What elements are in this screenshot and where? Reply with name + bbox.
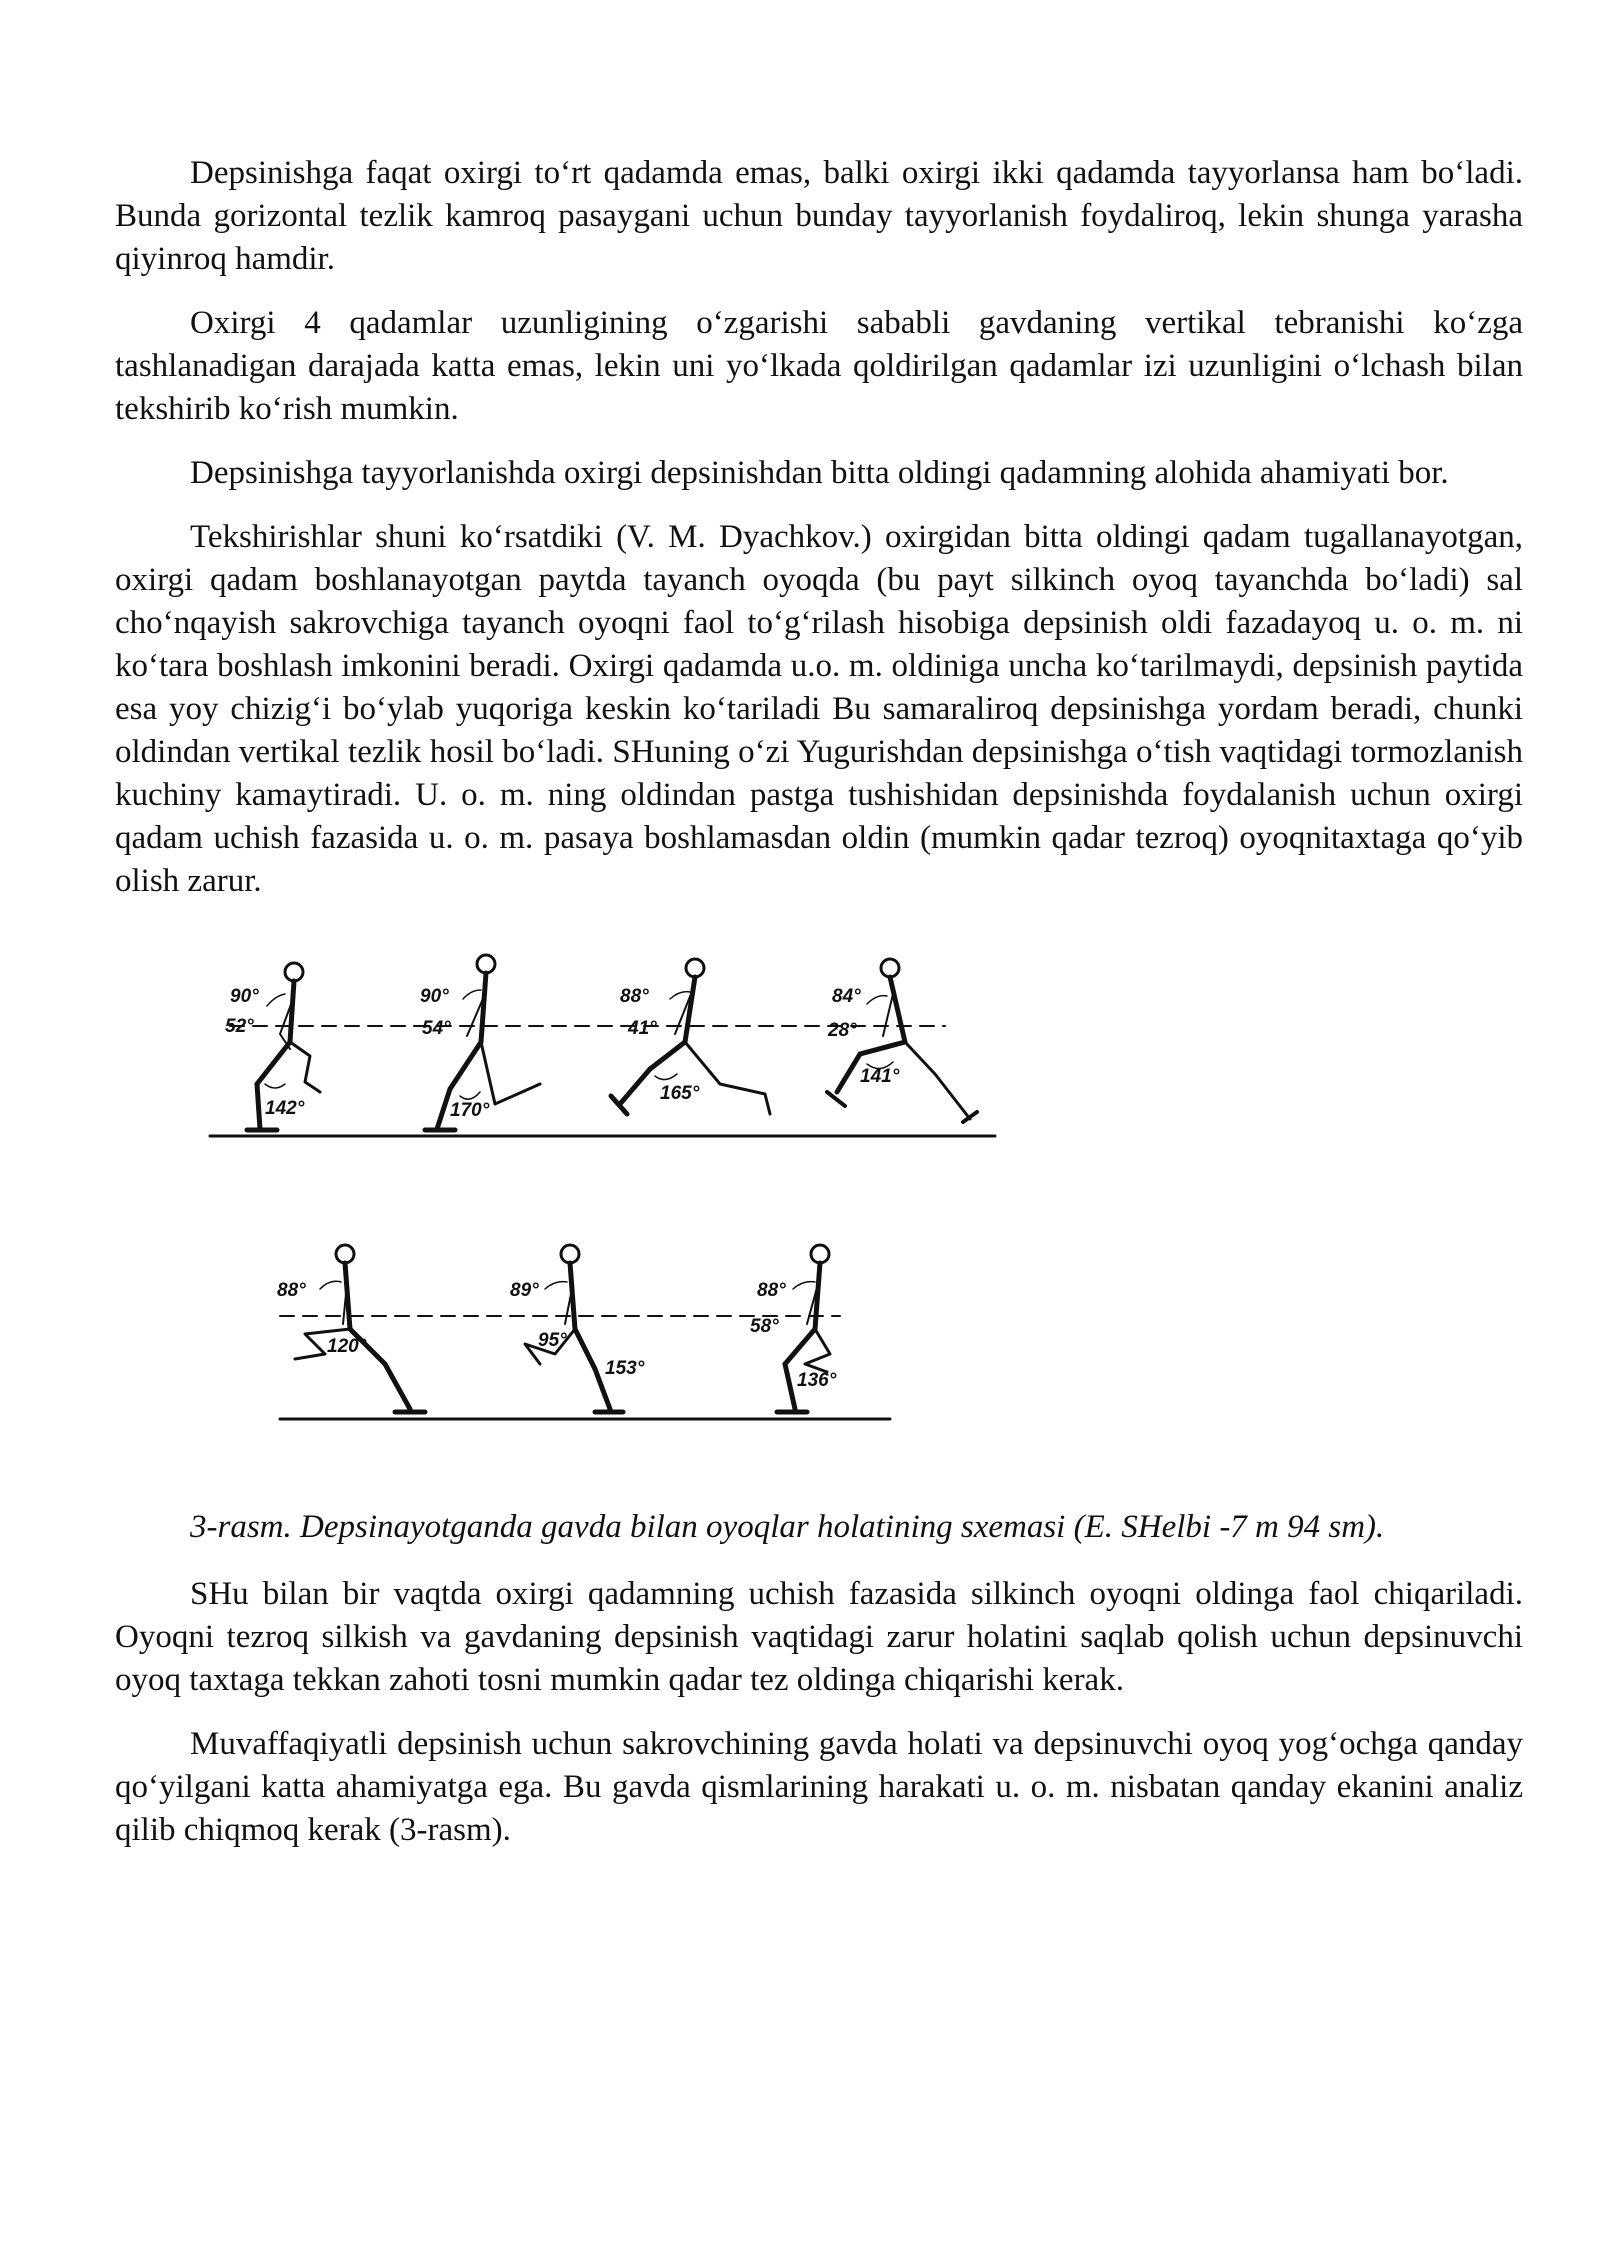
figure-bottom-1 bbox=[295, 1245, 425, 1412]
angle-label: 88° bbox=[620, 986, 649, 1007]
angle-label: 142° bbox=[265, 1098, 305, 1119]
paragraph-1: Depsinishga faqat oxirgi to‘rt qadamda emas, balki oxirgi ikki qadamda tayyorlansa ham bo‘ladi. Bunda gorizontal tezlik kamroq pasaygani uchun bunday tayyorlanish foydaliroq, lekin shunga yarasha qiyinroq hamdir. bbox=[115, 155, 1523, 277]
angle-label: 136° bbox=[797, 1370, 837, 1391]
paragraph-2: Oxirgi 4 qadamlar uzunligining o‘zgarishi sababli gavdaning vertikal tebranishi ko‘zga tashlanadigan darajada katta emas, lekin uni yo‘lkada qoldirilgan qadamlar izi uzunligini o‘lchash bilan tekshirib ko‘rish mumkin. bbox=[115, 305, 1523, 427]
figure-caption: 3-rasm. Depsinayotganda gavda bilan oyoqlar holatining sxemasi (E. SHelbi -7 m 94 sm). bbox=[190, 1509, 1385, 1545]
angle-label: 95° bbox=[538, 1330, 567, 1351]
angle-label: 88° bbox=[277, 1280, 306, 1301]
angle-label: 120° bbox=[327, 1336, 367, 1357]
figure-bottom-2 bbox=[525, 1245, 623, 1412]
stick-figure-diagram bbox=[115, 924, 1523, 1484]
angle-label: 28° bbox=[828, 1020, 857, 1041]
angle-label: 54° bbox=[422, 1018, 451, 1039]
paragraph-6: Muvaffaqiyatli depsinish uchun sakrovchining gavda holati va depsinuvchi oyoq yog‘ochga qanday qo‘yilgani katta ahamiyatga ega. Bu gavda qismlarining harakati u. o. m. nisbatan qanday ekanini analiz qilib chiqmoq kerak (3-rasm). bbox=[115, 1726, 1523, 1848]
angle-label: 165° bbox=[660, 1083, 700, 1104]
angle-label: 89° bbox=[510, 1280, 539, 1301]
paragraph-5: SHu bilan bir vaqtda oxirgi qadamning uchish fazasida silkinch oyoqni oldinga faol chiqariladi. Oyoqni tezroq silkish va gavdaning depsinish vaqtidagi zarur holatini saqlab qolish uchun depsinuvchi oyoq taxtaga tekkan zahoti tosni mumkin qadar tez oldinga chiqarishi kerak. bbox=[115, 1576, 1523, 1698]
angle-label: 88° bbox=[757, 1280, 786, 1301]
document-page bbox=[115, 152, 1523, 1873]
paragraph-4: Tekshirishlar shuni ko‘rsatdiki (V. M. Dyachkov.) oxirgidan bitta oldingi qadam tugallanayotgan, oxirgi qadam boshlanayotgan paytda tayanch oyoqda (bu payt silkinch oyoq tayanchda bo‘ladi) sal cho‘nqayish sakrovchiga tayanch oyoqni faol to‘g‘rilash hisobiga depsinish oldi fazadayoq u. o. m. ni ko‘tara boshlash imkonini beradi. Oxirgi qadamda u.o. m. oldiniga uncha ko‘tarilmaydi, depsinish paytida esa yoy chizig‘i bo‘ylab yuqoriga keskin ko‘tariladi Bu samaraliroq depsinishga yordam beradi, chunki oldindan vertikal tezlik hosil bo‘ladi. SHuning o‘zi Yugurishdan depsinishga o‘tish vaqtidagi tormozlanish kuchiny kamaytiradi. U. o. m. ning oldindan pastga tushishidan depsinishda foydalanish uchun oxirgi qadam uchish fazasida u. o. m. pasaya boshlamasdan oldin (mumkin qadar tezroq) oyoqnitaxtaga qo‘yib olish zarur. bbox=[115, 519, 1523, 899]
angle-label: 41° bbox=[628, 1018, 657, 1039]
angle-label: 141° bbox=[860, 1066, 900, 1087]
angle-label: 153° bbox=[605, 1358, 645, 1379]
angle-label: 84° bbox=[832, 986, 861, 1007]
figure-3-jump-takeoff-diagram bbox=[115, 924, 1523, 1484]
angle-label: 90° bbox=[420, 986, 449, 1007]
angle-label: 170° bbox=[450, 1100, 490, 1121]
angle-label: 58° bbox=[750, 1316, 779, 1337]
angle-label: 90° bbox=[230, 986, 259, 1007]
paragraph-3: Depsinishga tayyorlanishda oxirgi depsinishdan bitta oldingi qadamning alohida ahamiyati bor. bbox=[190, 455, 1449, 491]
angle-label: 52° bbox=[225, 1016, 254, 1037]
